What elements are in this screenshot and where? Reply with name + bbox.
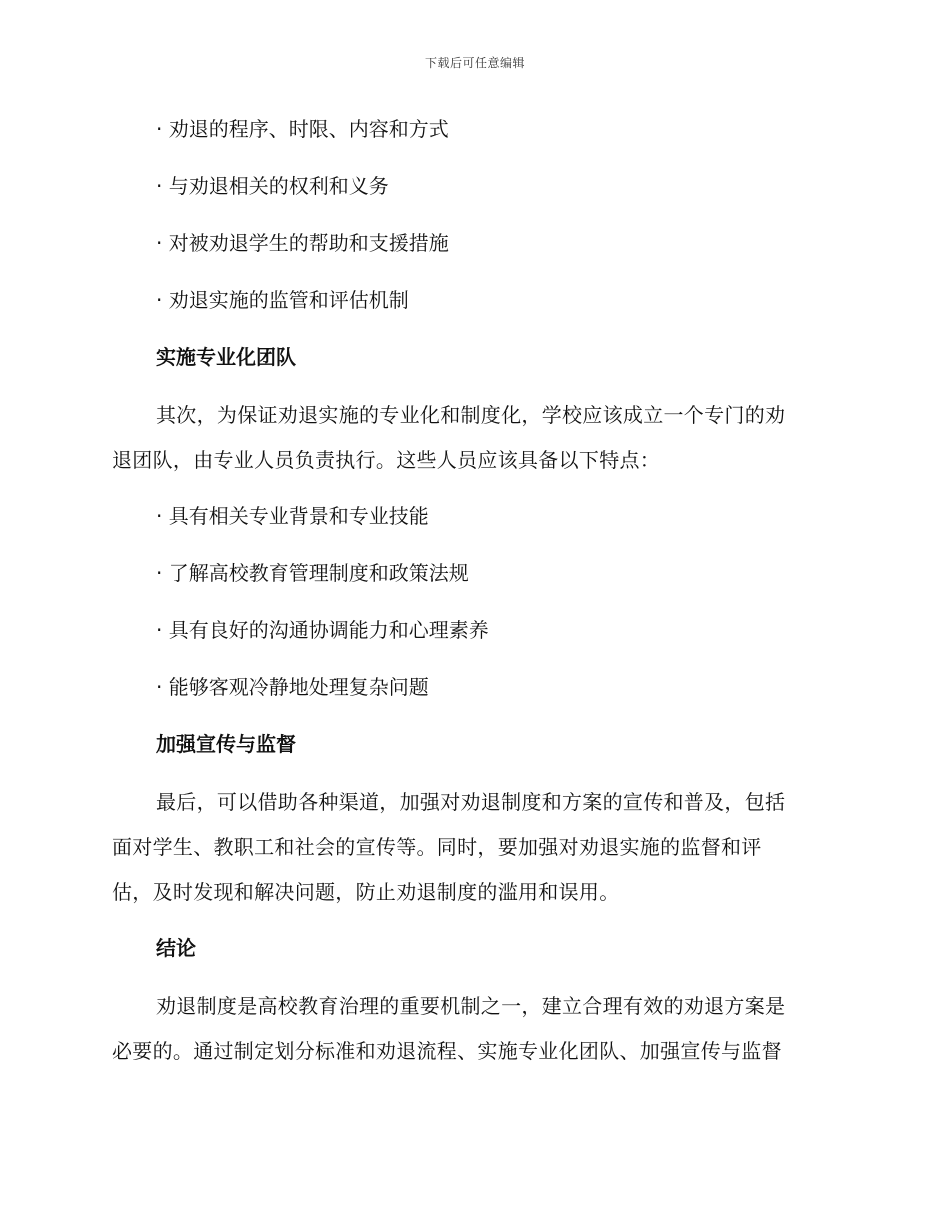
paragraph — [112, 780, 832, 915]
paragraph — [112, 984, 832, 1074]
paragraph-line: 最后，可以借助各种渠道，加强对劝退制度和方案的宣传和普及，包括 — [156, 790, 786, 814]
paragraph-line: 估，及时发现和解决问题，防止劝退制度的滥用和误用。 — [112, 880, 620, 904]
section-heading: 结论 — [156, 936, 196, 960]
document-body — [112, 108, 832, 1086]
paragraph-line: 劝退制度是高校教育治理的重要机制之一，建立合理有效的劝退方案是 — [156, 994, 786, 1018]
list-item: · 对被劝退学生的帮助和支援措施 — [156, 231, 449, 255]
list-item: · 了解高校教育管理制度和政策法规 — [156, 561, 469, 585]
list-item: · 能够客观冷静地处理复杂问题 — [156, 675, 429, 699]
paragraph-line: 退团队，由专业人员负责执行。这些人员应该具备以下特点： — [112, 448, 661, 472]
list-item: · 具有相关专业背景和专业技能 — [156, 504, 429, 528]
paragraph-line: 必要的。通过制定划分标准和劝退流程、实施专业化团队、加强宣传与监督 — [112, 1039, 782, 1063]
list-item: · 具有良好的沟通协调能力和心理素养 — [156, 618, 489, 642]
list-item: · 劝退的程序、时限、内容和方式 — [156, 117, 449, 141]
list-item: · 与劝退相关的权利和义务 — [156, 174, 389, 198]
paragraph-line: 其次，为保证劝退实施的专业化和制度化，学校应该成立一个专门的劝 — [156, 403, 786, 427]
paragraph-line: 面对学生、教职工和社会的宣传等。同时，要加强对劝退实施的监督和评 — [112, 835, 762, 859]
page-header: 下载后可任意编辑 — [424, 56, 525, 70]
list-item: · 劝退实施的监管和评估机制 — [156, 288, 409, 312]
section-heading: 加强宣传与监督 — [156, 732, 296, 756]
section-heading: 实施专业化团队 — [156, 345, 296, 369]
paragraph — [112, 393, 832, 483]
